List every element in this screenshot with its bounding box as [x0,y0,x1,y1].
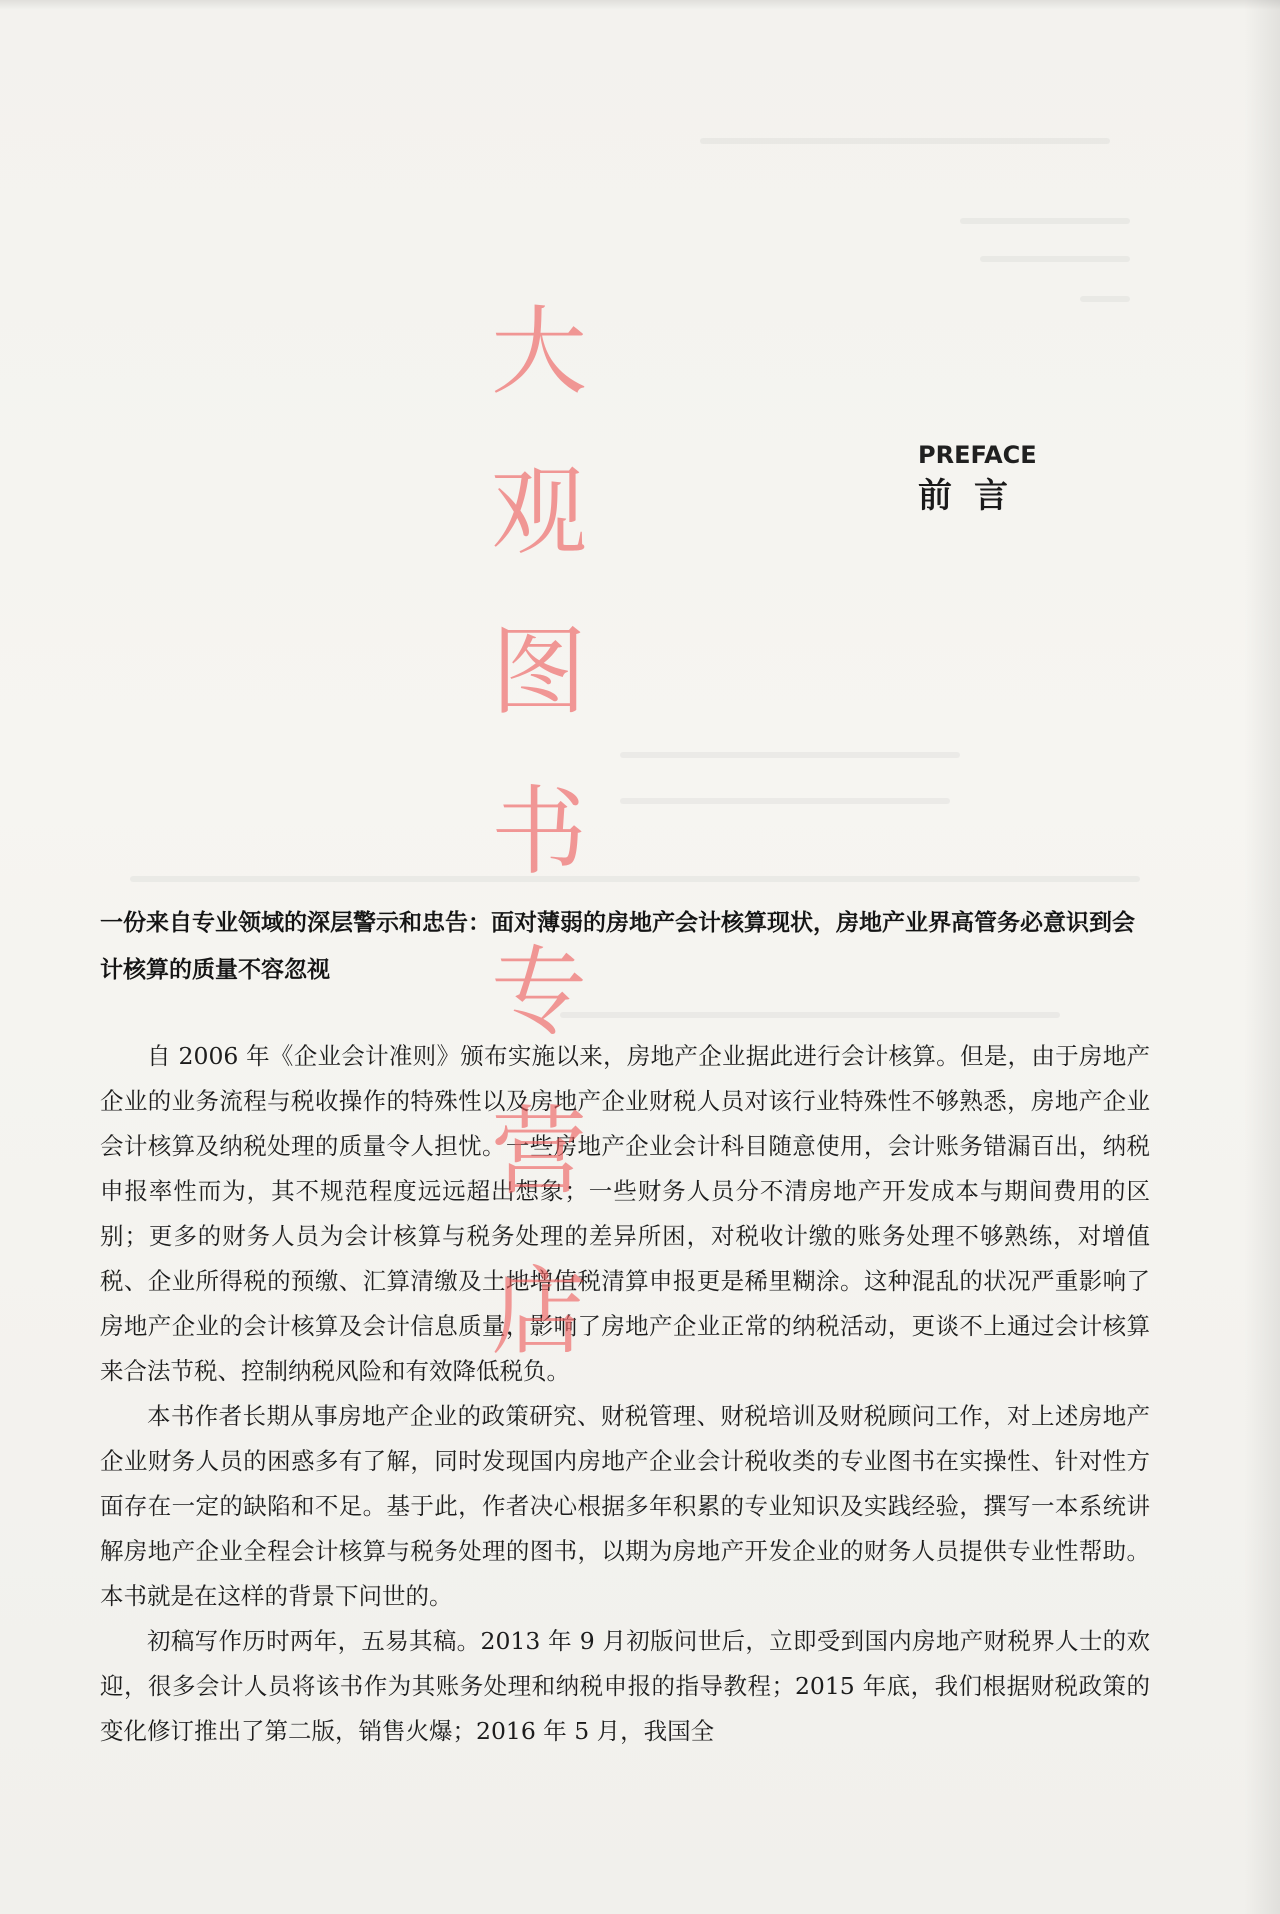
show-through-line [620,798,950,804]
watermark-char: 营 [491,1096,587,1208]
bold-headline: 一份来自专业领域的深层警示和忠告：面对薄弱的房地产会计核算现状，房地产业界高管务必意识到会计核算的质量不容忽视 [100,910,1135,983]
watermark-char: 书 [491,776,587,888]
top-edge-shadow [0,0,1280,10]
show-through-line [560,1012,1060,1018]
show-through-line [1080,296,1130,302]
show-through-line [700,138,1110,144]
show-through-line [960,218,1130,224]
paragraph: 本书作者长期从事房地产企业的政策研究、财税管理、财税培训及财税顾问工作，对上述房地产企业财务人员的困惑多有了解，同时发现国内房地产企业会计税收类的专业图书在实操性、针对性方面存在一定的缺陷和不足。基于此，作者决心根据多年积累的专业知识及实践经验，撰写一本系统讲解房地产企业全程会计核算与税务处理的图书，以期为房地产开发企业的财务人员提供专业性帮助。本书就是在这样的背景下问世的。 [100,1402,1150,1610]
preface-header [918,440,1037,518]
watermark-char: 观 [491,456,587,568]
watermark-char: 店 [491,1256,587,1368]
paragraph: 初稿写作历时两年，五易其稿。2013 年 9 月初版问世后，立即受到国内房地产财税界人士的欢迎，很多会计人员将该书作为其账务处理和纳税申报的指导教程；2015 年底，我们根据财税政策的变化修订推出了第二版，销售火爆；2016 年 5 月，我国全 [100,1627,1150,1745]
preface-title-english: PREFACE [918,441,1037,469]
watermark-char: 大 [491,296,587,408]
show-through-line [130,876,1140,882]
paragraph: 自 2006 年《企业会计准则》颁布实施以来，房地产企业据此进行会计核算。但是，由于房地产企业的业务流程与税收操作的特殊性以及房地产企业财税人员对该行业特殊性不够熟悉，房地产企业会计核算及纳税处理的质量令人担忧。一些房地产企业会计科目随意使用，会计账务错漏百出，纳税申报率性而为，其不规范程度远远超出想象；一些财务人员分不清房地产开发成本与期间费用的区别；更多的财务人员为会计核算与税务处理的差异所困，对税收计缴的账务处理不够熟练，对增值税、企业所得税的预缴、汇算清缴及土地增值税清算申报更是稀里糊涂。这种混乱的状况严重影响了房地产企业的会计核算及会计信息质量，影响了房地产企业正常的纳税活动，更谈不上通过会计核算来合法节税、控制纳税风险和有效降低税负。 [100,1042,1150,1385]
right-edge-shadow [1244,0,1280,1914]
watermark-char: 图 [491,616,587,728]
watermark-char: 专 [491,936,587,1048]
body-text [100,1034,1150,1754]
show-through-line [980,256,1130,262]
preface-title-chinese: 前言 [918,476,1030,516]
show-through-line [620,752,960,758]
